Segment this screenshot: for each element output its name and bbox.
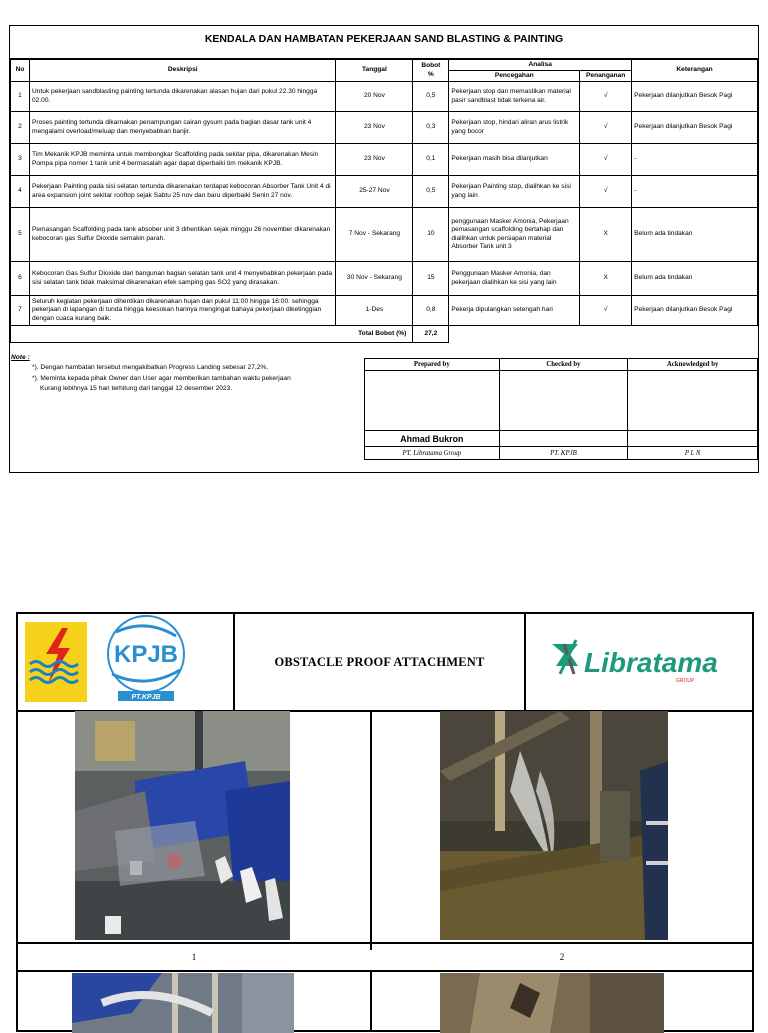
row-deskripsi: Seluruh kegiatan pekerjaan dihentikan dikarenakan hujan dari pukul 11:00 hingga 16:00. sehingga pekerjaan di lapangan di tunda hingga keesokan harinya mengingat bahaya pekerjaan diketinggian dengan cuaca kurang baik. — [29, 296, 335, 326]
table-row — [11, 262, 758, 296]
photo-1-caption: 1 — [191, 952, 197, 962]
col-tanggal-header: Tanggal — [336, 60, 413, 82]
photo-2-caption: 2 — [559, 952, 565, 962]
logo-cell — [18, 614, 235, 710]
libratama-wordmark: Libratama — [584, 647, 718, 678]
row-tanggal: 7 Nov - Sekarang — [336, 208, 413, 262]
note-line: *). Dengan hambatan tersebut mengakibatkan Progress Landing sebesar 27,2%, — [32, 364, 269, 371]
acknowledged-by-label: Acknowledged by — [628, 359, 758, 371]
acknowledged-name — [628, 431, 758, 447]
table-row — [11, 208, 758, 262]
svg-text:PT.KPJB: PT.KPJB — [131, 694, 161, 701]
photo-3-image — [72, 973, 294, 1033]
row-no: 7 — [11, 296, 30, 326]
row-bobot: 0,1 — [413, 144, 449, 176]
table-row — [11, 82, 758, 112]
kendala-sheet — [9, 25, 759, 473]
row-tanggal: 1-Des — [336, 296, 413, 326]
libratama-subtitle: GROUP — [676, 678, 695, 684]
row-tanggal: 23 Nov — [336, 144, 413, 176]
note-line: *). Meminta kepada pihak Owner dan User agar memberikan tambahan waktu pekerjaan — [32, 375, 291, 382]
row-no: 2 — [11, 112, 30, 144]
row-pencegahan: Penggunaan Masker Amonia, dan pekerjaan dialihkan ke sisi yang lain — [449, 262, 580, 296]
prepared-company: PT. Libratama Group — [365, 447, 500, 460]
table-row — [11, 112, 758, 144]
row-keterangan: - — [632, 144, 758, 176]
row-penanganan: X — [580, 208, 632, 262]
photo-4-image — [440, 973, 664, 1033]
libratama-logo-icon — [552, 640, 578, 674]
row-no: 1 — [11, 82, 30, 112]
photo-2 — [440, 711, 668, 940]
libratama-logo-cell — [526, 614, 752, 710]
total-label: Total Bobot (%) — [11, 326, 413, 343]
row-deskripsi: Kebocoran Gas Sulfur Dioxide dari bangunan bagian selatan tank unit 4 menyebabkan pekerjaan pada sisi selatan tank tidak maksimal dikarenakan efek samping gas SO2 yang dirasakan. — [29, 262, 335, 296]
row-deskripsi: Pekerjaan Painting pada sisi selatan tertunda dikarenakan terdapat kebocoran Absorber Tank Unit 4 di area expansion joint sekitar rooftop sejak Sabtu 25 nov dan baru diperbaiki Senin 27 nov. — [29, 176, 335, 208]
row-bobot: 0,3 — [413, 112, 449, 144]
col-no-header: No — [11, 60, 30, 82]
note-area — [10, 350, 758, 472]
row-deskripsi: Untuk pekerjaan sandblasting painting tertunda dikarenakan alasan hujan dari pukul 22.30 hingga 02.00. — [29, 82, 335, 112]
col-pencegahan-header: Pencegahan — [449, 71, 580, 82]
row-tanggal: 30 Nov - Sekarang — [336, 262, 413, 296]
pln-kpjb-logo — [18, 614, 235, 710]
table-row — [11, 144, 758, 176]
row-keterangan: - — [632, 176, 758, 208]
row-pencegahan: Pekerjaan Painting stop, dialihkan ke sisi yang lain — [449, 176, 580, 208]
checked-signature-box — [499, 371, 628, 431]
note-line: Kurang lebihnya 15 hari terhitung dari tanggal 12 desember 2023. — [40, 385, 233, 392]
divider — [18, 942, 752, 944]
row-no: 5 — [11, 208, 30, 262]
row-tanggal: 25-27 Nov — [336, 176, 413, 208]
divider — [370, 972, 372, 1032]
row-tanggal: 23 Nov — [336, 112, 413, 144]
signature-table — [364, 358, 758, 460]
row-bobot: 0,5 — [413, 176, 449, 208]
row-penanganan: √ — [580, 176, 632, 208]
prepared-name: Ahmad Bukron — [365, 431, 500, 447]
col-bobot-header: Bobot % — [413, 60, 449, 82]
row-pencegahan: Pekerjaan masih bisa dilanjutkan — [449, 144, 580, 176]
sheet-title: KENDALA DAN HAMBATAN PEKERJAAN SAND BLASTING & PAINTING — [10, 26, 758, 59]
prepared-signature-box — [365, 371, 500, 431]
row-deskripsi: Tim Mekanik KPJB meminta untuk membongkar Scaffolding pada sekitar pipa, dikarenakan Mesin Pompa pipa nomer 1 tank unit 4 bermasalah agar dapat diperbaiki tim mekanik KPJB. — [29, 144, 335, 176]
row-penanganan: √ — [580, 112, 632, 144]
col-analisa-header: Analisa — [449, 60, 632, 71]
photo-3 — [72, 973, 294, 1033]
row-penanganan: √ — [580, 144, 632, 176]
divider — [18, 970, 752, 972]
table-row — [11, 176, 758, 208]
row-no: 3 — [11, 144, 30, 176]
row-penanganan: √ — [580, 296, 632, 326]
row-no: 6 — [11, 262, 30, 296]
table-row — [11, 296, 758, 326]
note-title: Note : — [11, 354, 30, 361]
row-deskripsi: Proses painting tertunda dikarnakan penampungan cairan gysum pada bagian dasar tank unit 4 mengalami overload/meluap dan menyebabkan banjir. — [29, 112, 335, 144]
row-keterangan: Belum ada tindakan — [632, 262, 758, 296]
col-deskripsi-header: Deskripsi — [29, 60, 335, 82]
total-row — [11, 326, 758, 343]
attachment-title: OBSTACLE PROOF ATTACHMENT — [235, 614, 526, 710]
photo-4 — [440, 973, 664, 1033]
row-pencegahan: Pekerjaan stop, hindari aliran arus listrik yang bocor — [449, 112, 580, 144]
col-penanganan-header: Penanganan — [580, 71, 632, 82]
row-penanganan: √ — [580, 82, 632, 112]
row-bobot: 0,5 — [413, 82, 449, 112]
row-bobot: 0,8 — [413, 296, 449, 326]
row-tanggal: 20 Nov — [336, 82, 413, 112]
kpjb-logo-icon — [108, 616, 184, 701]
photo-2-image — [440, 711, 668, 940]
checked-by-label: Checked by — [499, 359, 628, 371]
acknowledged-signature-box — [628, 371, 758, 431]
kendala-table — [10, 59, 758, 343]
row-keterangan: Belum ada tindakan — [632, 208, 758, 262]
row-keterangan: Pekerjaan dilanjutkan Besok Pagi — [632, 112, 758, 144]
acknowledged-company: P L N — [628, 447, 758, 460]
photo-1-image — [75, 711, 290, 940]
row-bobot: 10 — [413, 208, 449, 262]
row-keterangan: Pekerjaan dilanjutkan Besok Pagi — [632, 82, 758, 112]
col-keterangan-header: Keterangan — [632, 60, 758, 82]
row-deskripsi: Pemasangan Scaffolding pada tank absober unit 3 dihentikan sejak minggu 26 november dikarenakan kebocoran gas Sulfur Dioxide semakin parah. — [29, 208, 335, 262]
row-no: 4 — [11, 176, 30, 208]
row-pencegahan: Pekerjaan stop dan memastikan material pasir sandblast tidak terkena air. — [449, 82, 580, 112]
checked-company: PT. KPJB — [499, 447, 628, 460]
libratama-logo — [526, 614, 752, 710]
row-keterangan: Pekerjaan dilanjutkan Besok Pagi — [632, 296, 758, 326]
divider — [370, 710, 372, 950]
row-pencegahan: Pekerja dipulangkan setengah hari — [449, 296, 580, 326]
checked-name — [499, 431, 628, 447]
row-pencegahan: penggunaan Masker Amonia, Pekerjaan pemasangan scaffolding bertahap dan dialihkan untuk persiapan material Absorber Tank unit 3 — [449, 208, 580, 262]
row-bobot: 15 — [413, 262, 449, 296]
row-penanganan: X — [580, 262, 632, 296]
photo-1 — [75, 711, 290, 940]
prepared-by-label: Prepared by — [365, 359, 500, 371]
obstacle-proof-attachment — [16, 612, 754, 1032]
total-value: 27,2 — [413, 326, 449, 343]
svg-text:KPJB: KPJB — [113, 641, 179, 668]
